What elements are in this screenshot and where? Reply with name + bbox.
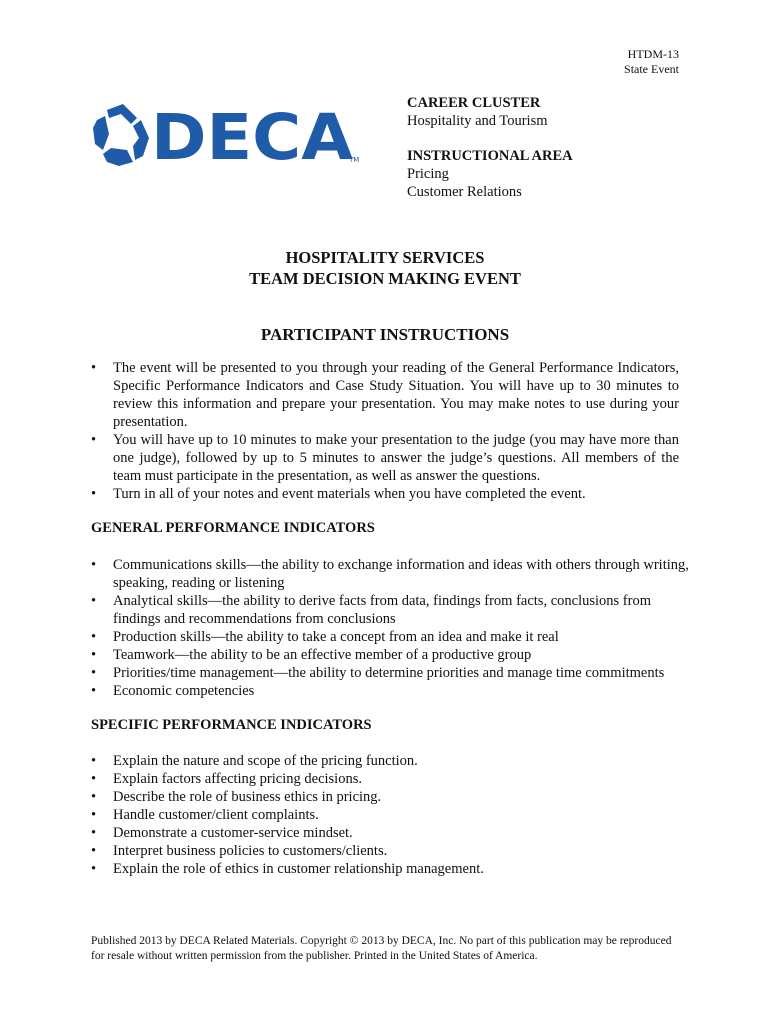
event-title-line: TEAM DECISION MAKING EVENT (249, 269, 521, 288)
participant-instructions-list (91, 359, 679, 503)
list-item: • You will have up to 10 minutes to make your presentation to the judge (you may have more than one judge), followed by up to 5 minutes to answer the judge’s questions. All members of the team must participate in the presentation, as well as answer the questions. (91, 432, 679, 484)
list-item: • Priorities/time management—the ability to determine priorities and manage time commitments (91, 665, 665, 681)
career-cluster-label: CAREER CLUSTER (407, 95, 541, 111)
instructional-area-value: Customer Relations (407, 184, 522, 200)
deca-diamond-icon (93, 104, 149, 166)
event-code: HTDM-13 (627, 47, 679, 61)
copyright-footer: Published 2013 by DECA Related Materials. Copyright © 2013 by DECA, Inc. No part of this publication may be reproduced for resale without written permission from the publisher. Printed in the United States of America. (91, 935, 672, 962)
trademark-mark: TM (349, 156, 360, 164)
career-cluster-value: Hospitality and Tourism (407, 113, 548, 129)
list-item: • Analytical skills—the ability to derive facts from data, findings from facts, conclusions from findings and recommendations from conclusions (91, 593, 651, 627)
list-item: • Demonstrate a customer-service mindset. (91, 825, 353, 841)
list-item: • Production skills—the ability to take a concept from an idea and make it real (91, 629, 559, 645)
list-item: • Turn in all of your notes and event materials when you have completed the event. (91, 486, 586, 502)
list-item: • Interpret business policies to customers/clients. (91, 843, 388, 859)
event-level: State Event (624, 62, 679, 76)
list-item: • Explain the nature and scope of the pricing function. (91, 753, 418, 769)
list-item: • Economic competencies (91, 683, 255, 699)
general-indicators-heading: GENERAL PERFORMANCE INDICATORS (91, 520, 375, 536)
list-item: • Communications skills—the ability to exchange information and ideas with others through writing, speaking, reading or listening (91, 557, 689, 591)
instructional-area-label: INSTRUCTIONAL AREA (407, 148, 573, 164)
deca-logo (93, 104, 363, 166)
event-code-block (624, 47, 679, 77)
instructional-area-value: Pricing (407, 166, 449, 182)
list-item: • Handle customer/client complaints. (91, 807, 319, 823)
list-item: • Explain factors affecting pricing decisions. (91, 771, 362, 787)
deca-wordmark: DECA (151, 104, 354, 166)
event-title (0, 247, 770, 289)
list-item: • Describe the role of business ethics in pricing. (91, 789, 382, 805)
general-indicators-list (91, 556, 689, 700)
cluster-info (407, 94, 573, 201)
specific-indicators-list (91, 752, 679, 878)
specific-indicators-heading: SPECIFIC PERFORMANCE INDICATORS (91, 717, 372, 733)
list-item: • Teamwork—the ability to be an effective member of a productive group (91, 647, 532, 663)
event-title-line: HOSPITALITY SERVICES (285, 248, 485, 267)
list-item: • Explain the role of ethics in customer relationship management. (91, 861, 484, 877)
participant-instructions-heading: PARTICIPANT INSTRUCTIONS (260, 325, 510, 344)
list-item: • The event will be presented to you through your reading of the General Performance Indicators, Specific Performance Indicators and Case Study Situation. You will have up to 30 minutes to review this information and prepare your presentation. You may make notes to use during your presentation. (91, 360, 679, 430)
